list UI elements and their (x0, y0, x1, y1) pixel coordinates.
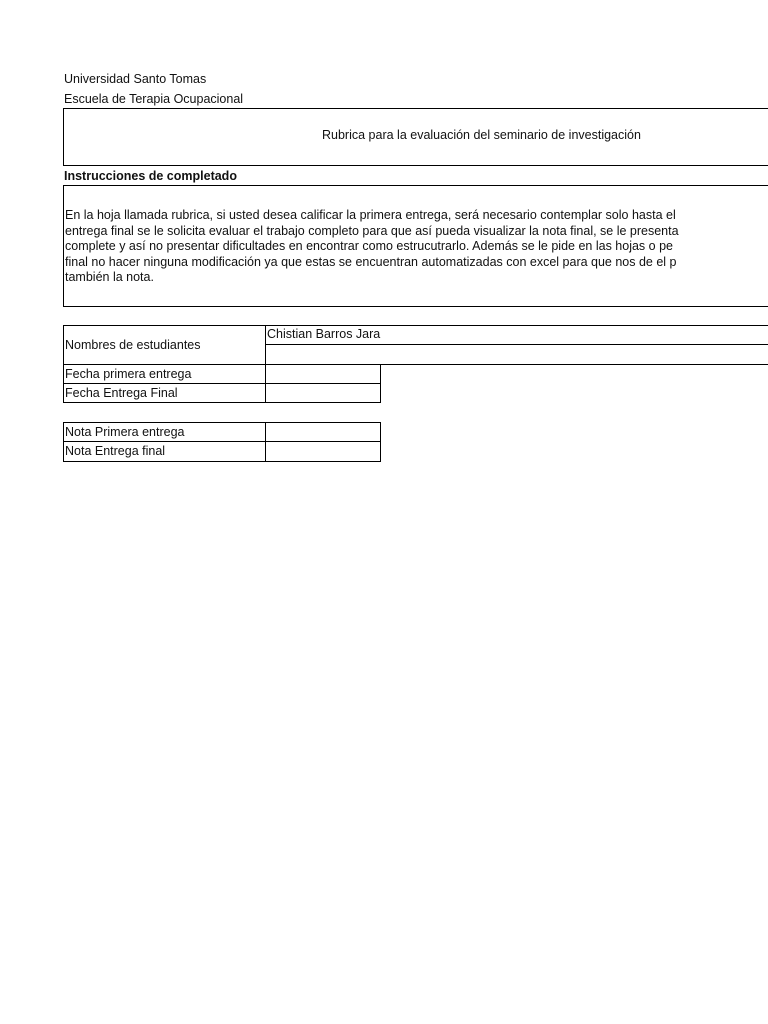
document-title: Rubrica para la evaluación del seminario de investigación (322, 128, 641, 142)
final-grade-value-cell[interactable] (265, 441, 381, 462)
instructions-line: entrega final se le solicita evaluar el trabajo completo para que así pueda visualizar la nota final, se le presenta (65, 223, 679, 238)
first-date-label-cell (63, 364, 266, 384)
first-date-value-cell[interactable] (265, 364, 381, 384)
instructions-line: final no hacer ninguna modificación ya que estas se encuentran automatizadas con excel para que nos de el p (65, 254, 677, 269)
title-box (63, 108, 768, 166)
instructions-text (65, 208, 679, 286)
school-name: Escuela de Terapia Ocupacional (64, 92, 244, 106)
student-name: Chistian Barros Jara (267, 327, 381, 341)
final-grade-label-cell (63, 441, 266, 462)
student-name-cell-2[interactable] (265, 344, 768, 365)
instructions-line: En la hoja llamada rubrica, si usted desea calificar la primera entrega, será necesario contemplar solo hasta el (65, 208, 676, 222)
students-label-cell (63, 325, 266, 365)
first-grade-value-cell[interactable] (265, 422, 381, 442)
university-name: Universidad Santo Tomas (64, 72, 207, 86)
instructions-line: también la nota. (65, 270, 154, 284)
instructions-box (63, 185, 768, 307)
instructions-heading: Instrucciones de completado (64, 169, 237, 183)
first-grade-label: Nota Primera entrega (65, 425, 185, 439)
final-date-value-cell[interactable] (265, 383, 381, 403)
instructions-line: complete y así no presentar dificultades en encontrar como estrucutrarlo. Además se le pide en las hojas o pe (65, 239, 673, 253)
student-name-cell-1[interactable] (265, 325, 768, 345)
final-date-label: Fecha Entrega Final (65, 386, 178, 400)
first-grade-label-cell (63, 422, 266, 442)
final-date-label-cell (63, 383, 266, 403)
students-label: Nombres de estudiantes (65, 338, 201, 352)
final-grade-label: Nota Entrega final (65, 444, 166, 458)
first-date-label: Fecha primera entrega (65, 367, 192, 381)
